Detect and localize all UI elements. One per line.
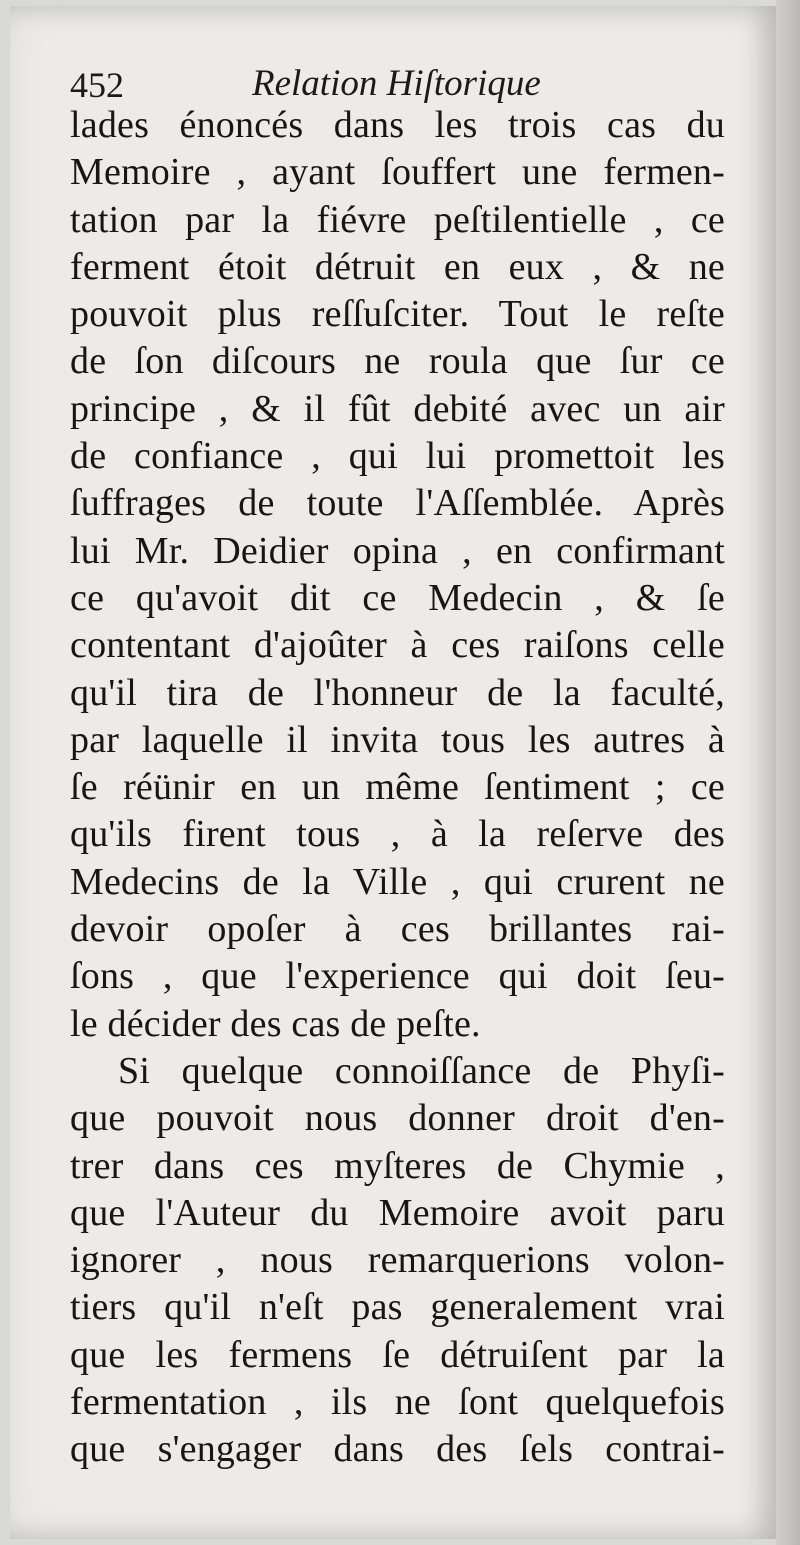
text-line: que l'Auteur du Memoire avoit paru [70,1191,725,1234]
text-line: Memoire , ayant ſouffert une fermen- [70,151,725,194]
text-line: fermentation , ils ne ſont quelquefois [70,1381,725,1424]
text-line: que pouvoit nous donner droit d'en- [70,1097,725,1140]
text-line: Medecins de la Ville , qui crurent ne [70,860,725,903]
text-line: ſons , que l'experience qui doit ſeu- [70,955,725,998]
body-text [70,102,725,1474]
paragraph-end-line: le décider des cas de peſte. [70,1002,481,1045]
text-line: lui Mr. Deidier opina , en confirmant [70,529,725,572]
page-number: 452 [70,65,124,105]
text-line: ce qu'avoit dit ce Medecin , & ſe [70,576,725,619]
text-line: principe , & il fût debité avec un air [70,387,725,430]
text-line: ignorer , nous remarquerions volon- [70,1239,725,1282]
text-line: ſe réünir en un même ſentiment ; ce [70,766,725,809]
text-line: devoir opoſer à ces brillantes rai- [70,908,725,951]
page-header [62,60,712,108]
text-line: ſuffrages de toute l'Aſſemblée. Après [70,482,725,525]
text-line: tation par la fiévre peſtilentielle , ce [70,198,725,241]
text-line: lades énoncés dans les trois cas du [70,104,725,146]
paragraph-start-line: Si quelque connoiſſance de Phyſi- [118,1049,725,1092]
text-line: pouvoit plus reſſuſciter. Tout le reſte [70,293,725,336]
text-line: ferment étoit détruit en eux , & ne [70,245,725,288]
text-line: de ſon diſcours ne roula que ſur ce [70,340,725,383]
text-line: par laquelle il invita tous les autres à [70,718,725,761]
text-line: de confiance , qui lui promettoit les [70,435,725,478]
book-page [10,6,780,1539]
running-head: Relation Hiſtorique [252,63,541,104]
page-edge-shadow [776,0,800,1545]
text-line: trer dans ces myſteres de Chymie , [70,1144,725,1187]
text-line: que s'engager dans des ſels contrai- [70,1428,725,1471]
text-line: que les fermens ſe détruiſent par la [70,1333,725,1376]
text-line: contentant d'ajoûter à ces raiſons celle [70,624,725,667]
text-line: tiers qu'il n'eſt pas generalement vrai [70,1286,725,1329]
text-line: qu'il tira de l'honneur de la faculté, [70,671,725,714]
text-line: qu'ils firent tous , à la reſerve des [70,813,725,856]
